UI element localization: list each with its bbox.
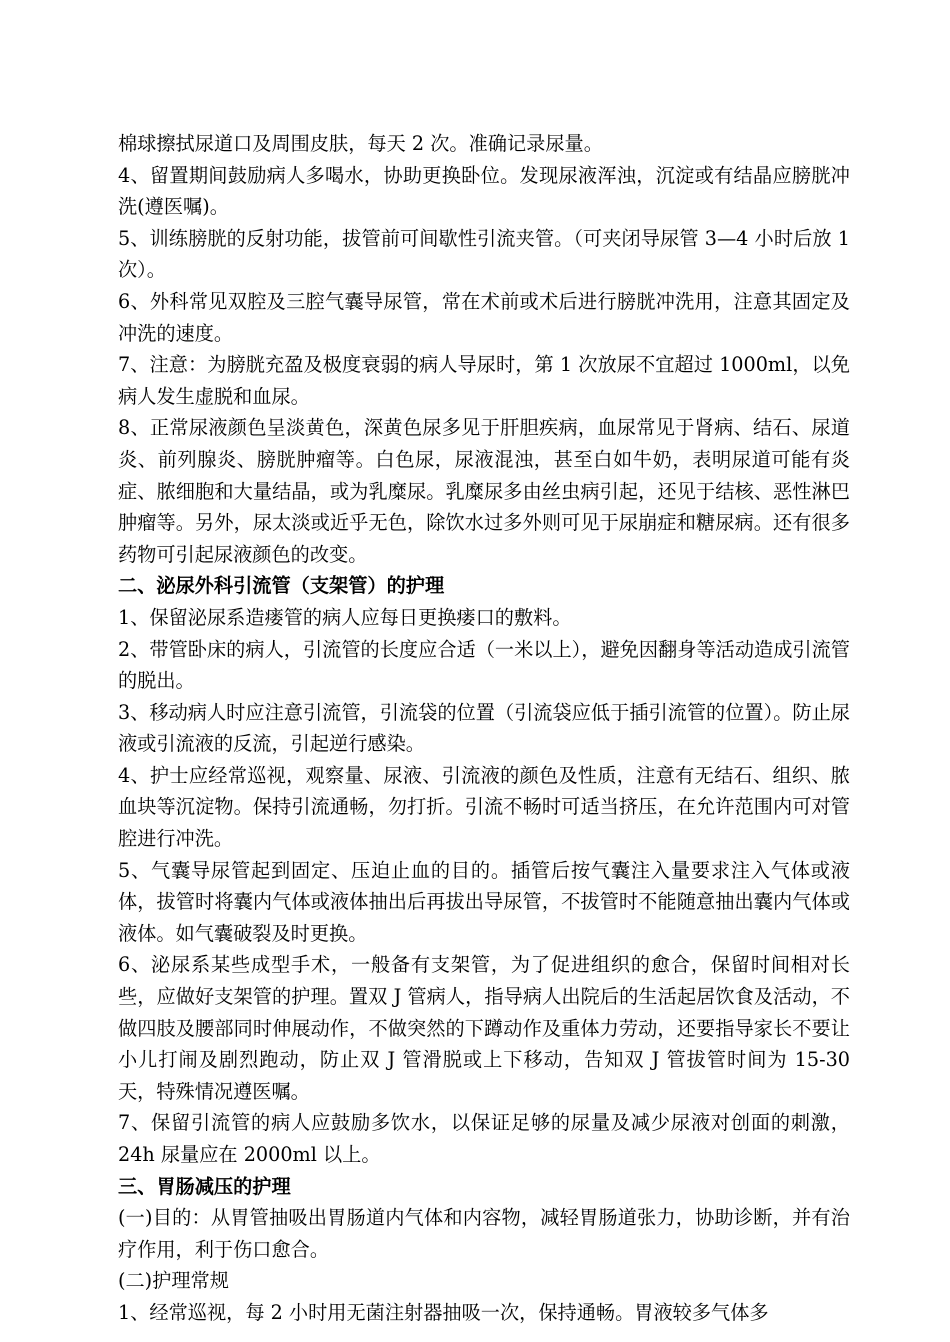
- paragraph: 棉球擦拭尿道口及周围皮肤，每天 2 次。准确记录尿量。: [118, 132, 603, 155]
- section-heading: 三、胃肠减压的护理: [118, 1174, 291, 1198]
- section-heading: 二、泌尿外科引流管（支架管）的护理: [118, 574, 445, 598]
- paragraph: 8、正常尿液颜色呈淡黄色，深黄色尿多见于肝胆疾病，血尿常见于肾病、结石、尿道炎、前列腺炎、膀胱肿瘤等。白色尿，尿液混浊，甚至白如牛奶，表明尿道可能有炎症、脓细胞和大量结晶，或为乳糜尿。乳糜尿多由丝虫病引起，还见于结核、恶性淋巴肿瘤等。另外，尿太淡或近乎无色，除饮水过多外则可见于尿崩症和糖尿病。还有很多药物可引起尿液颜色的改变。: [118, 416, 850, 566]
- paragraph: 3、移动病人时应注意引流管，引流袋的位置（引流袋应低于插引流管的位置）。防止尿液或引流液的反流，引起逆行感染。: [118, 700, 850, 756]
- paragraph: 4、护士应经常巡视，观察量、尿液、引流液的颜色及性质，注意有无结石、组织、脓血块等沉淀物。保持引流通畅，勿打折。引流不畅时可适当挤压，在允许范围内可对管腔进行冲洗。: [118, 763, 850, 851]
- paragraph: 2、带管卧床的病人，引流管的长度应合适（一米以上），避免因翻身等活动造成引流管的脱出。: [118, 637, 850, 693]
- paragraph: 6、外科常见双腔及三腔气囊导尿管，常在术前或术后进行膀胱冲洗用，注意其固定及冲洗的速度。: [118, 289, 850, 345]
- paragraph: 4、留置期间鼓励病人多喝水，协助更换卧位。发现尿液浑浊，沉淀或有结晶应膀胱冲洗(遵医嘱)。: [118, 163, 850, 219]
- paragraph: 5、气囊导尿管起到固定、压迫止血的目的。插管后按气囊注入量要求注入气体或液体，拔管时将囊内气体或液体抽出后再拔出导尿管，不拔管时不能随意抽出囊内气体或液体。如气囊破裂及时更换。: [118, 858, 850, 945]
- paragraph: 5、训练膀胱的反射功能，拔管前可间歇性引流夹管。（可夹闭导尿管 3—4 小时后放 1 次）。: [118, 226, 850, 282]
- paragraph: 6、泌尿系某些成型手术，一般备有支架管，为了促进组织的愈合，保留时间相对长些，应做好支架管的护理。置双 J 管病人，指导病人出院后的生活起居饮食及活动，不做四肢及腰部同时伸展动作，不做突然的下蹲动作及重体力劳动，还要指导家长不要让小儿打闹及剧烈跑动，防止双 J 管滑脱或上下移动，告知双 J 管拔管时间为 15-30 天，特殊情况遵医嘱。: [118, 953, 850, 1103]
- paragraph: 7、保留引流管的病人应鼓励多饮水，以保证足够的尿量及减少尿液对创面的刺激，24h 尿量应在 2000ml 以上。: [118, 1111, 850, 1166]
- paragraph: (一)目的：从胃管抽吸出胃肠道内气体和内容物，减轻胃肠道张力，协助诊断，并有治疗作用，利于伤口愈合。: [118, 1206, 850, 1261]
- paragraph: 1、经常巡视，每 2 小时用无菌注射器抽吸一次，保持通畅。胃液较多气体多: [118, 1300, 769, 1324]
- paragraph: 7、注意：为膀胱充盈及极度衰弱的病人导尿时，第 1 次放尿不宜超过 1000ml，以免病人发生虚脱和血尿。: [118, 353, 850, 408]
- paragraph: (二)护理常规: [118, 1269, 229, 1293]
- paragraph: 1、保留泌尿系造瘘管的病人应每日更换瘘口的敷料。: [118, 605, 572, 629]
